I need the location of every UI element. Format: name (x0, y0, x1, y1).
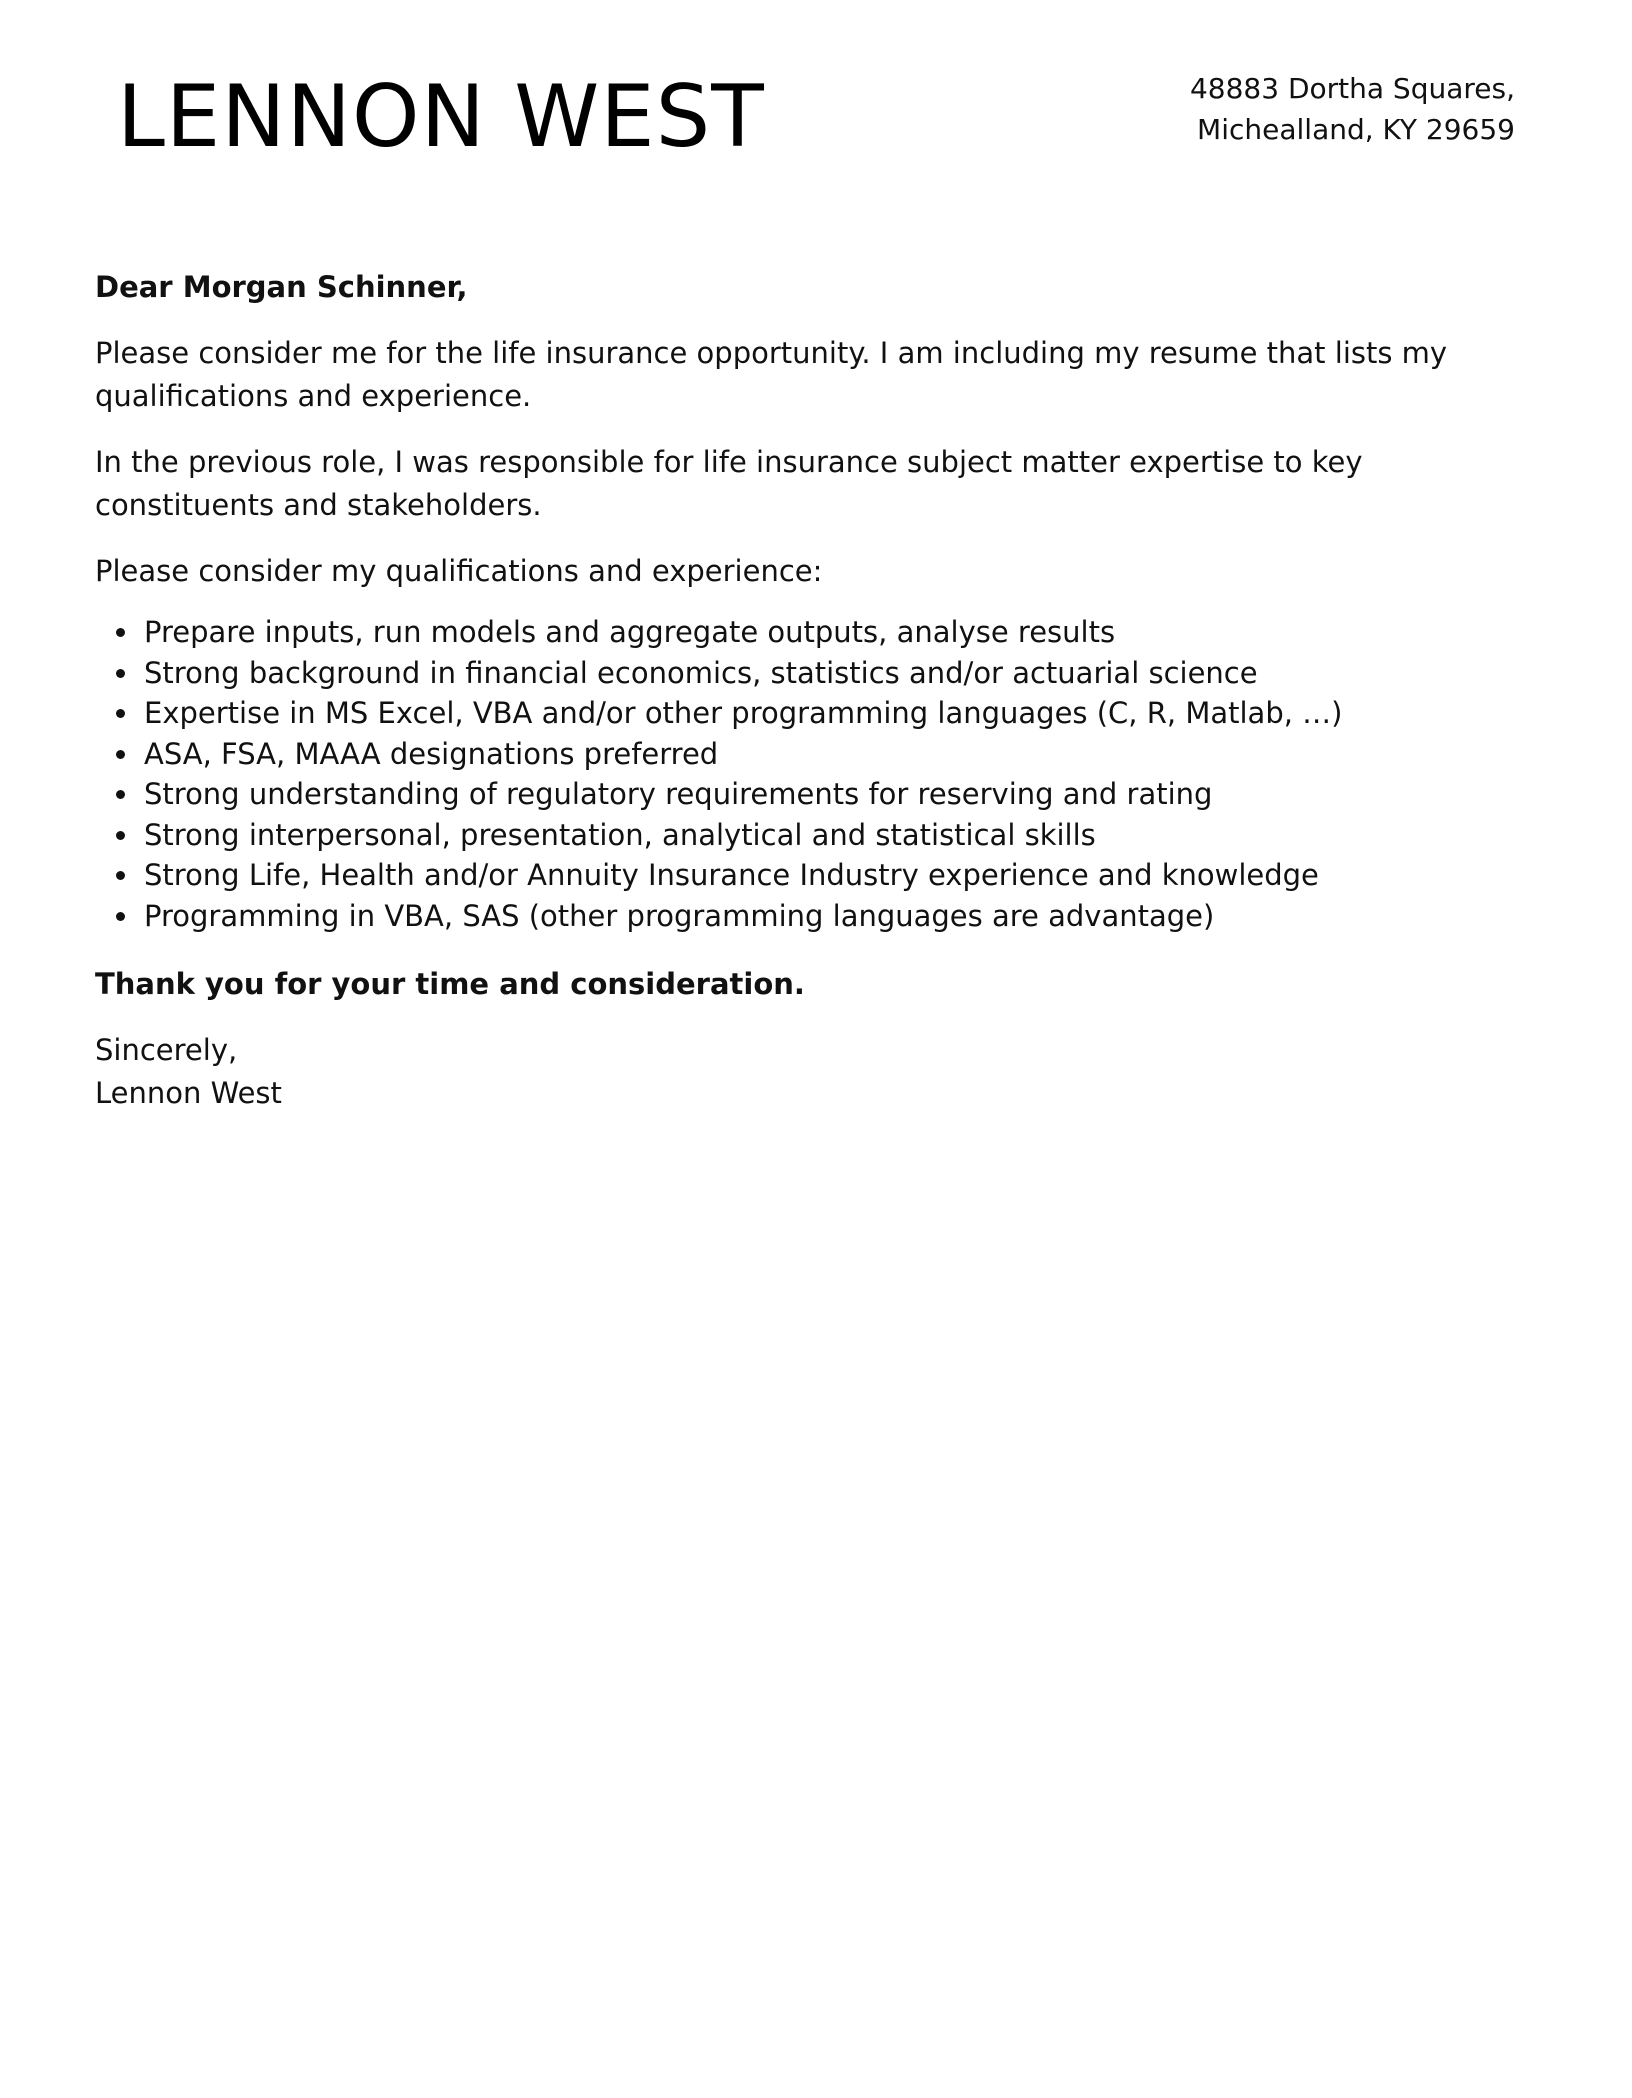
qualifications-list (95, 612, 1535, 936)
bullet-icon (116, 912, 125, 921)
qualification-item (95, 612, 1535, 653)
intro-paragraph: Please consider me for the life insurance opportunity. I am including my resume that lists my qualifications and experience. (95, 336, 1448, 413)
qualification-text: Strong interpersonal, presentation, analytical and statistical skills (144, 817, 1096, 852)
bullet-icon (116, 709, 125, 718)
letter-body (95, 266, 1535, 1115)
qualification-text: Strong Life, Health and/or Annuity Insurance Industry experience and knowledge (144, 858, 1319, 892)
qualification-text: Strong understanding of regulatory requirements for reserving and rating (144, 777, 1213, 811)
qualification-text: Strong background in financial economics, statistics and/or actuarial science (144, 655, 1258, 690)
salutation: Dear Morgan Schinner, (95, 270, 468, 304)
address-line-1: 48883 Dortha Squares, (1189, 72, 1515, 105)
signoff: Sincerely, (95, 1033, 238, 1067)
qualification-text: Programming in VBA, SAS (other programming languages are advantage) (144, 898, 1215, 933)
bullet-icon (116, 628, 125, 637)
bullet-icon (116, 831, 125, 840)
bullet-icon (116, 871, 125, 880)
signature-name: Lennon West (95, 1076, 282, 1110)
qualification-item (95, 855, 1535, 896)
qualification-item (95, 734, 1535, 775)
applicant-address (1190, 68, 1515, 150)
address-line-2: Michealland, KY 29659 (1197, 113, 1515, 146)
bullet-icon (116, 750, 125, 759)
closing-line: Thank you for your time and consideration. (95, 967, 805, 1001)
qualification-item (95, 815, 1535, 856)
qualification-text: Prepare inputs, run models and aggregate outputs, analyse results (144, 615, 1116, 649)
qualifications-intro: Please consider my qualifications and experience: (95, 554, 823, 588)
qualification-item (95, 693, 1535, 734)
signoff-block (95, 1029, 1535, 1115)
bullet-icon (116, 669, 125, 678)
qualification-item (95, 653, 1535, 694)
qualification-text: Expertise in MS Excel, VBA and/or other programming languages (C, R, Matlab, …) (144, 696, 1343, 730)
applicant-name-heading: LENNON WEST (117, 67, 765, 167)
qualification-item (95, 896, 1535, 937)
bullet-icon (116, 790, 125, 799)
qualification-text: ASA, FSA, MAAA designations preferred (144, 736, 719, 771)
previous-role-paragraph: In the previous role, I was responsible for life insurance subject matter expertise to key constituents and stakeholders. (95, 445, 1363, 522)
qualification-item (95, 774, 1535, 815)
